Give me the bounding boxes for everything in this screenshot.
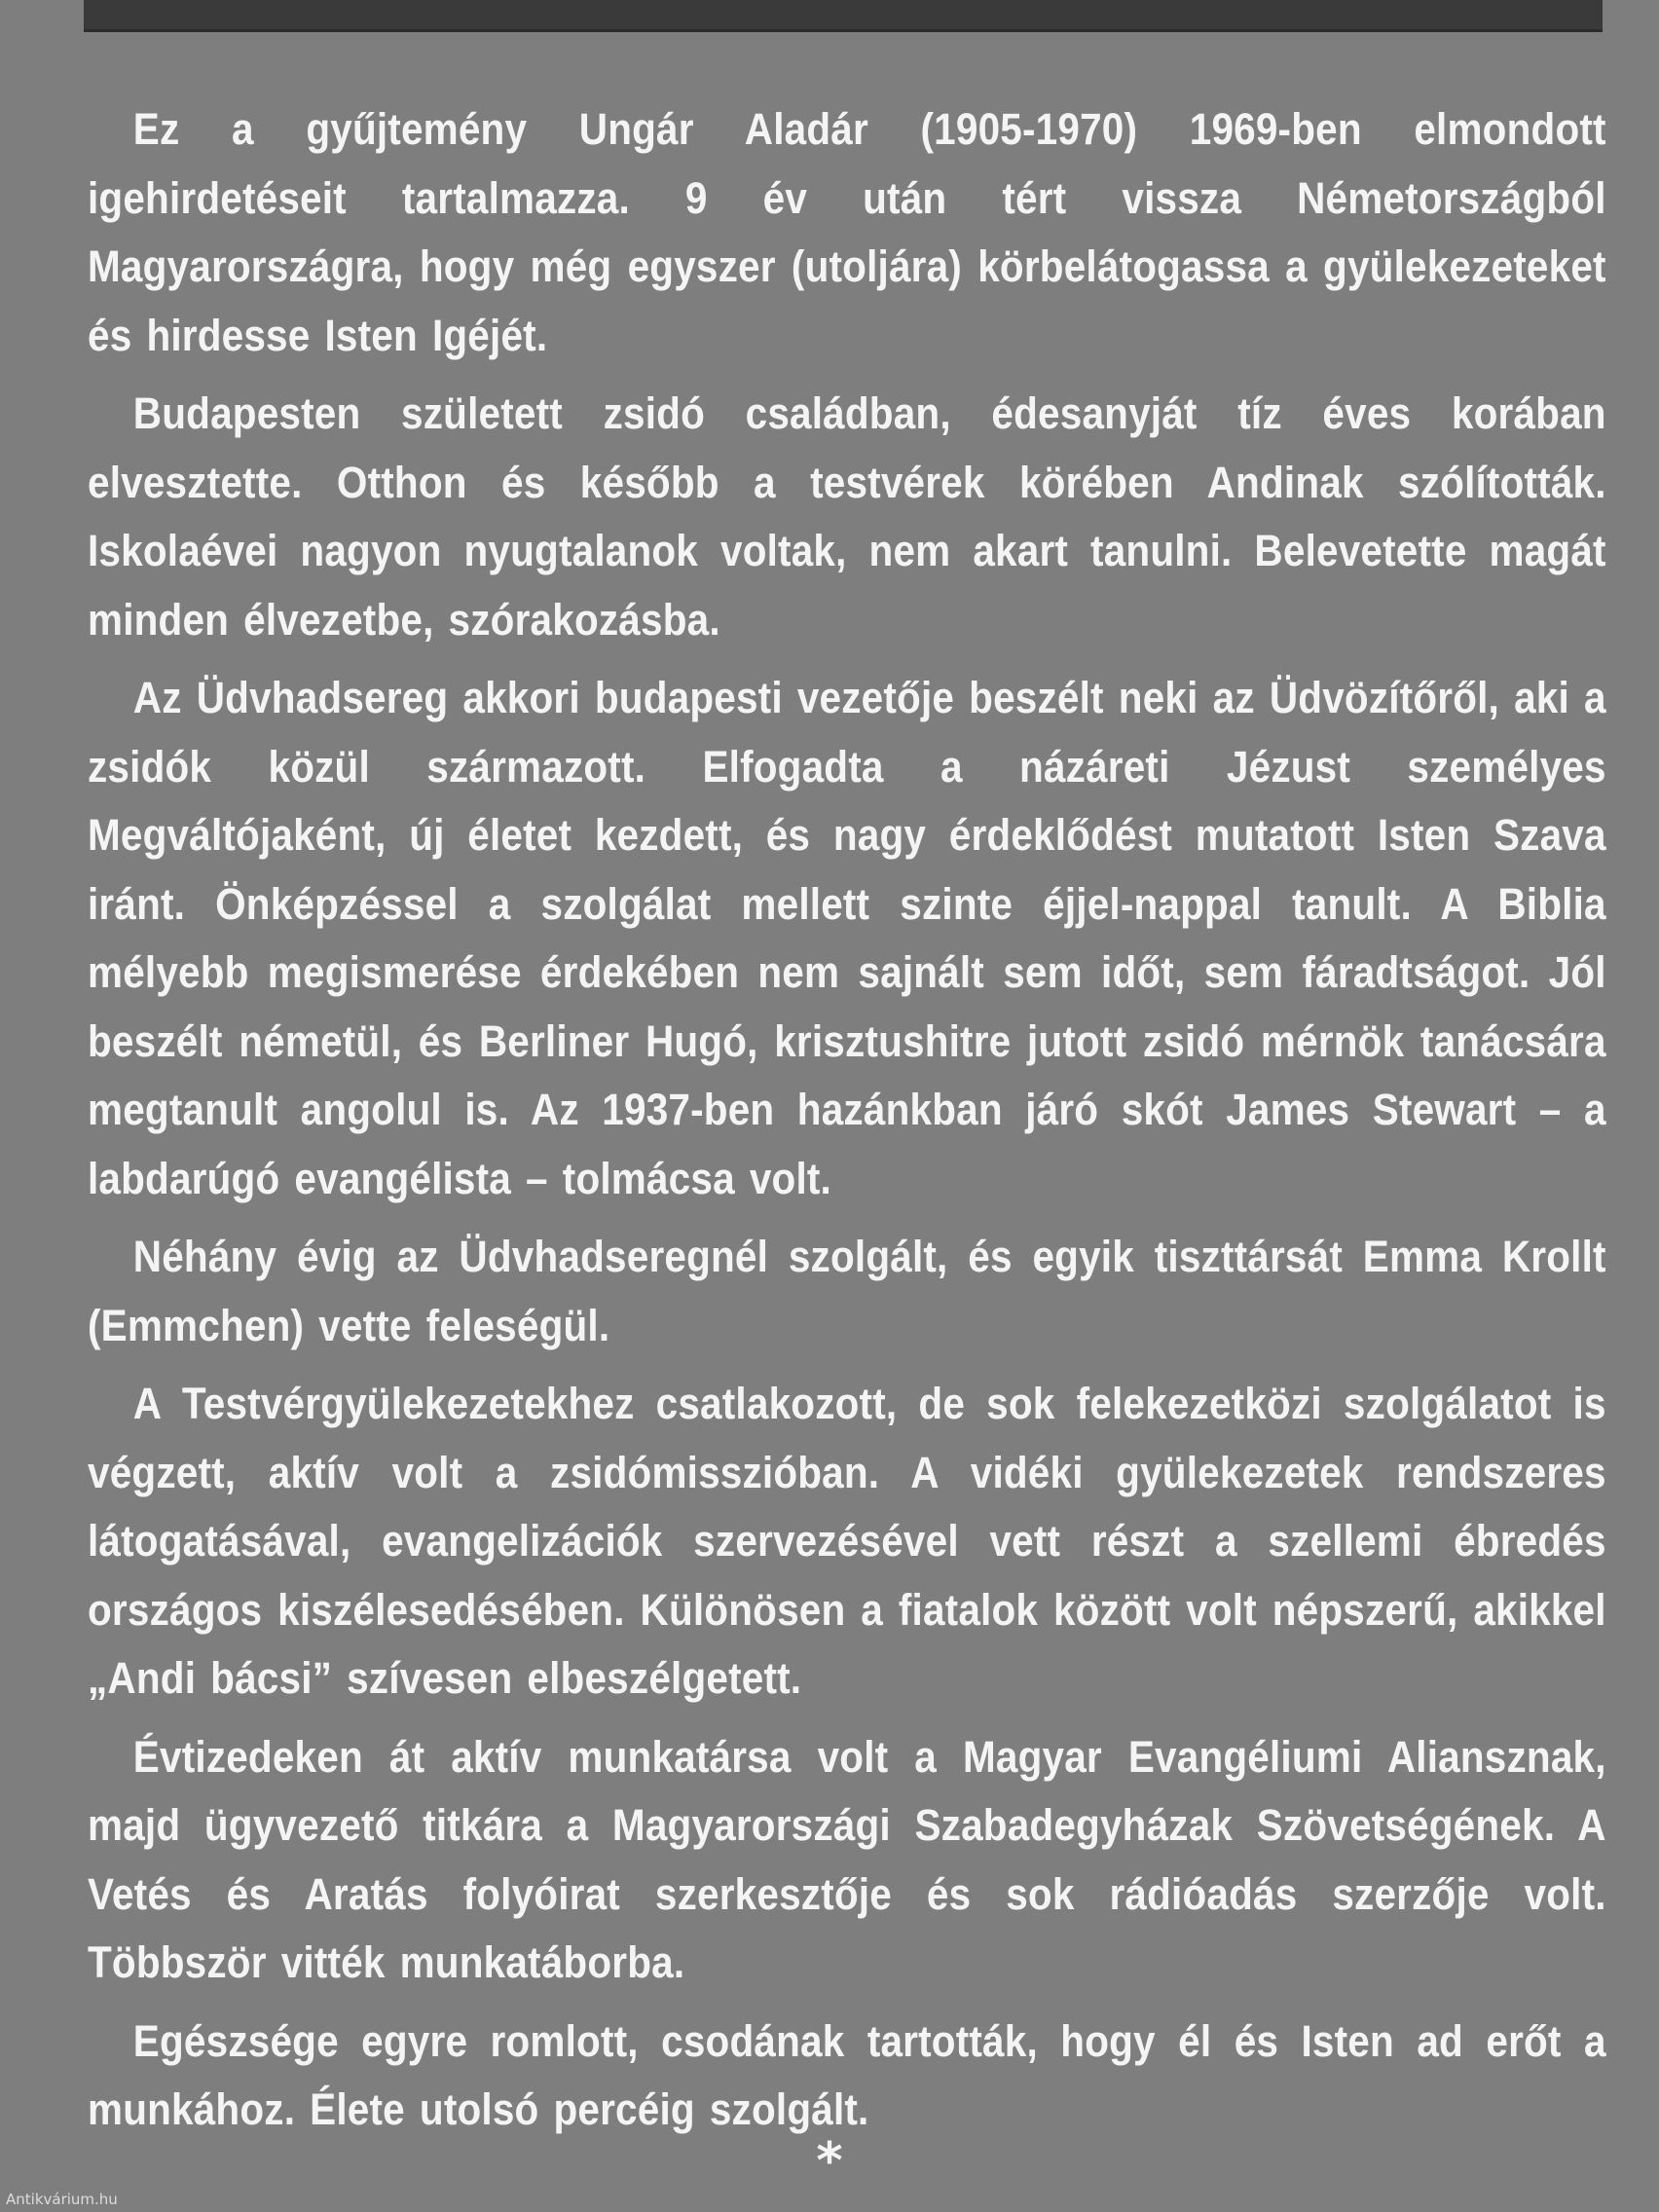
paragraph-7: Egészsége egyre romlott, csodának tartották, hogy él és Isten ad erőt a munkához. Élete utolsó percéig szolgált. bbox=[88, 2015, 1606, 2134]
paragraph-6: Évtizedeken át aktív munkatársa volt a Magyar Evangéliumi Aliansznak, majd ügyvezető titkára a Magyarországi Szabadegyházak Szövetségének. A Vetés és Aratás folyóirat szerkesztője és sok rádióadás szerzője volt. Többször vitték munkatáborba. bbox=[88, 1731, 1606, 1987]
paragraph-1: Ez a gyűjtemény Ungár Aladár (1905-1970) 1969-ben elmondott igehirdetéseit tartalmazza. 9 év után tért vissza Németországból Magyarországra, hogy még egyszer (utoljára) körbelátogassa a gyülekezeteket és hirdesse Isten Igéjét. bbox=[88, 104, 1606, 360]
watermark: Antikvárium.hu bbox=[6, 2191, 118, 2208]
text-page bbox=[88, 95, 1606, 2155]
top-border-band bbox=[84, 0, 1603, 32]
paragraph-4: Néhány évig az Üdvhadseregnél szolgált, és egyik tiszttársát Emma Krollt (Emmchen) vette feleségül. bbox=[88, 1232, 1606, 1350]
paragraph-3: Az Üdvhadsereg akkori budapesti vezetője beszélt neki az Üdvözítőről, aki a zsidók közül származott. Elfogadta a názáreti Jézust személyes Megváltójaként, új életet kezdett, és nagy érdeklődést mutatott Isten Szava iránt. Önképzéssel a szolgálat mellett szinte éjjel-nappal tanult. A Biblia mélyebb megismerése érdekében nem sajnált sem időt, sem fáradtságot. Jól beszélt németül, és Berliner Hugó, krisztushitre jutott zsidó mérnök tanácsára megtanult angolul is. Az 1937-ben hazánkban járó skót James Stewart – a labdarúgó evangélista – tolmácsa volt. bbox=[88, 673, 1606, 1203]
asterisk-ornament: * bbox=[816, 2132, 843, 2191]
paragraph-5: A Testvérgyülekezetekhez csatlakozott, de sok felekezetközi szolgálatot is végzett, aktív volt a zsidómisszióban. A vidéki gyülekezetek rendszeres látogatásával, evangelizációk szervezésével vett részt a szellemi ébredés országos kiszélesedésében. Különösen a fiatalok között volt népszerű, akikkel „Andi bácsi” szívesen elbeszélgetett. bbox=[88, 1379, 1606, 1703]
paragraph-2: Budapesten született zsidó családban, édesanyját tíz éves korában elvesztette. Otthon és később a testvérek körében Andinak szólították. Iskolaévei nagyon nyugtalanok voltak, nem akart tanulni. Belevetette magát minden élvezetbe, szórakozásba. bbox=[88, 388, 1606, 645]
